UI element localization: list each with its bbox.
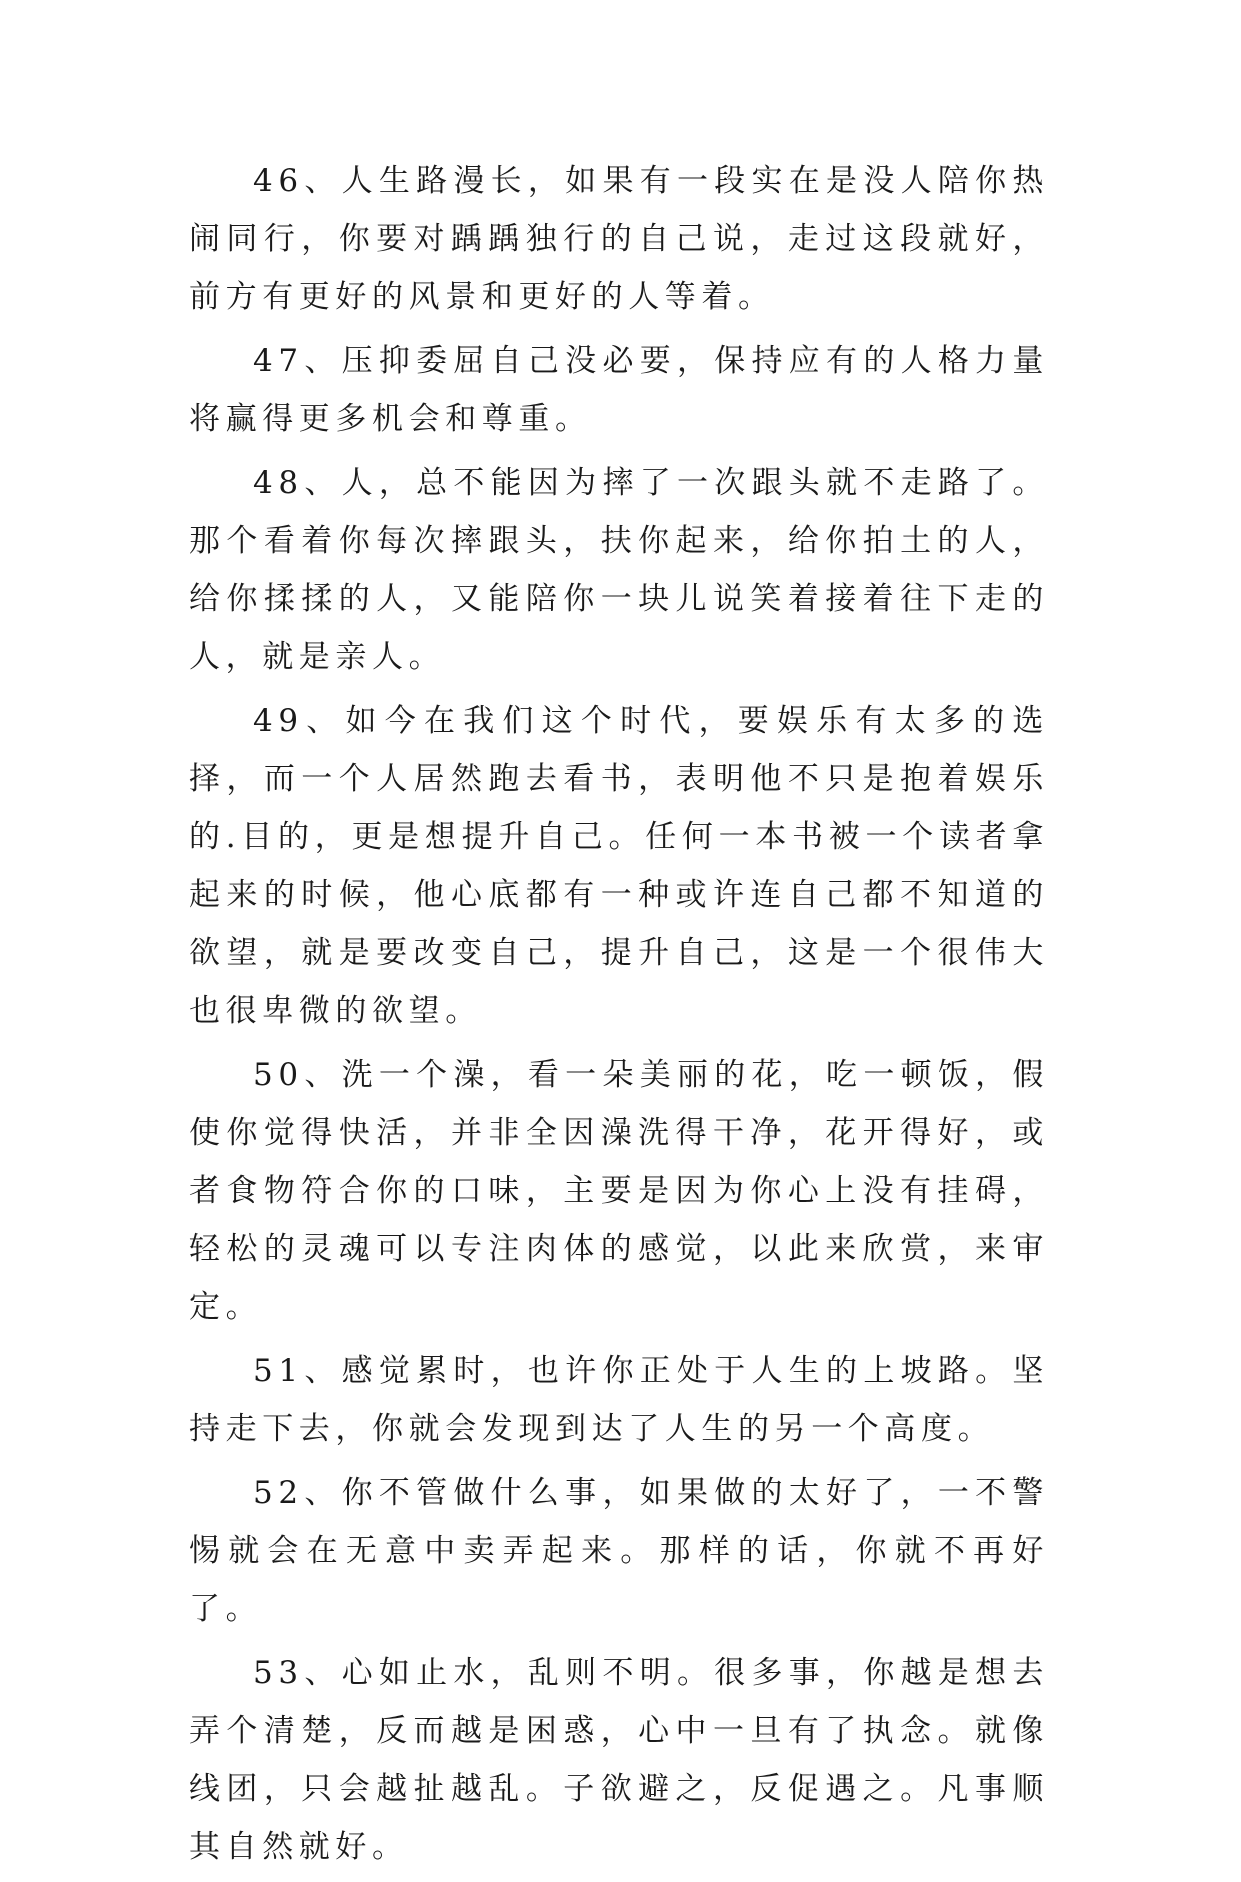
paragraph-51: 51、感觉累时，也许你正处于人生的上坡路。坚持走下去，你就会发现到达了人生的另一个高度。 — [189, 1353, 1049, 1447]
paragraph-53: 53、心如止水，乱则不明。很多事，你越是想去弄个清楚，反而越是困惑，心中一旦有了执念。就像线团，只会越扯越乱。子欲避之，反促遇之。凡事顺其自然就好。 — [189, 1655, 1049, 1865]
paragraph-46: 46、人生路漫长，如果有一段实在是没人陪你热闹同行，你要对踽踽独行的自己说，走过这段就好，前方有更好的风景和更好的人等着。 — [189, 163, 1049, 315]
paragraph-48: 48、人，总不能因为摔了一次跟头就不走路了。那个看着你每次摔跟头，扶你起来，给你拍土的人，给你揉揉的人，又能陪你一块儿说笑着接着往下走的人，就是亲人。 — [189, 465, 1049, 675]
paragraph-52: 52、你不管做什么事，如果做的太好了，一不警惕就会在无意中卖弄起来。那样的话，你就不再好了。 — [189, 1475, 1049, 1627]
paragraph-47: 47、压抑委屈自己没必要，保持应有的人格力量将赢得更多机会和尊重。 — [189, 343, 1049, 437]
paragraph-49: 49、如今在我们这个时代，要娱乐有太多的选择，而一个人居然跑去看书，表明他不只是抱着娱乐的.目的，更是想提升自己。任何一本书被一个读者拿起来的时候，他心底都有一种或许连自己都不知道的欲望，就是要改变自己，提升自己，这是一个很伟大也很卑微的欲望。 — [189, 703, 1049, 1029]
document-body — [189, 152, 1049, 1882]
paragraph-50: 50、洗一个澡，看一朵美丽的花，吃一顿饭，假使你觉得快活，并非全因澡洗得干净，花开得好，或者食物符合你的口味，主要是因为你心上没有挂碍，轻松的灵魂可以专注肉体的感觉，以此来欣赏，来审定。 — [189, 1057, 1049, 1325]
